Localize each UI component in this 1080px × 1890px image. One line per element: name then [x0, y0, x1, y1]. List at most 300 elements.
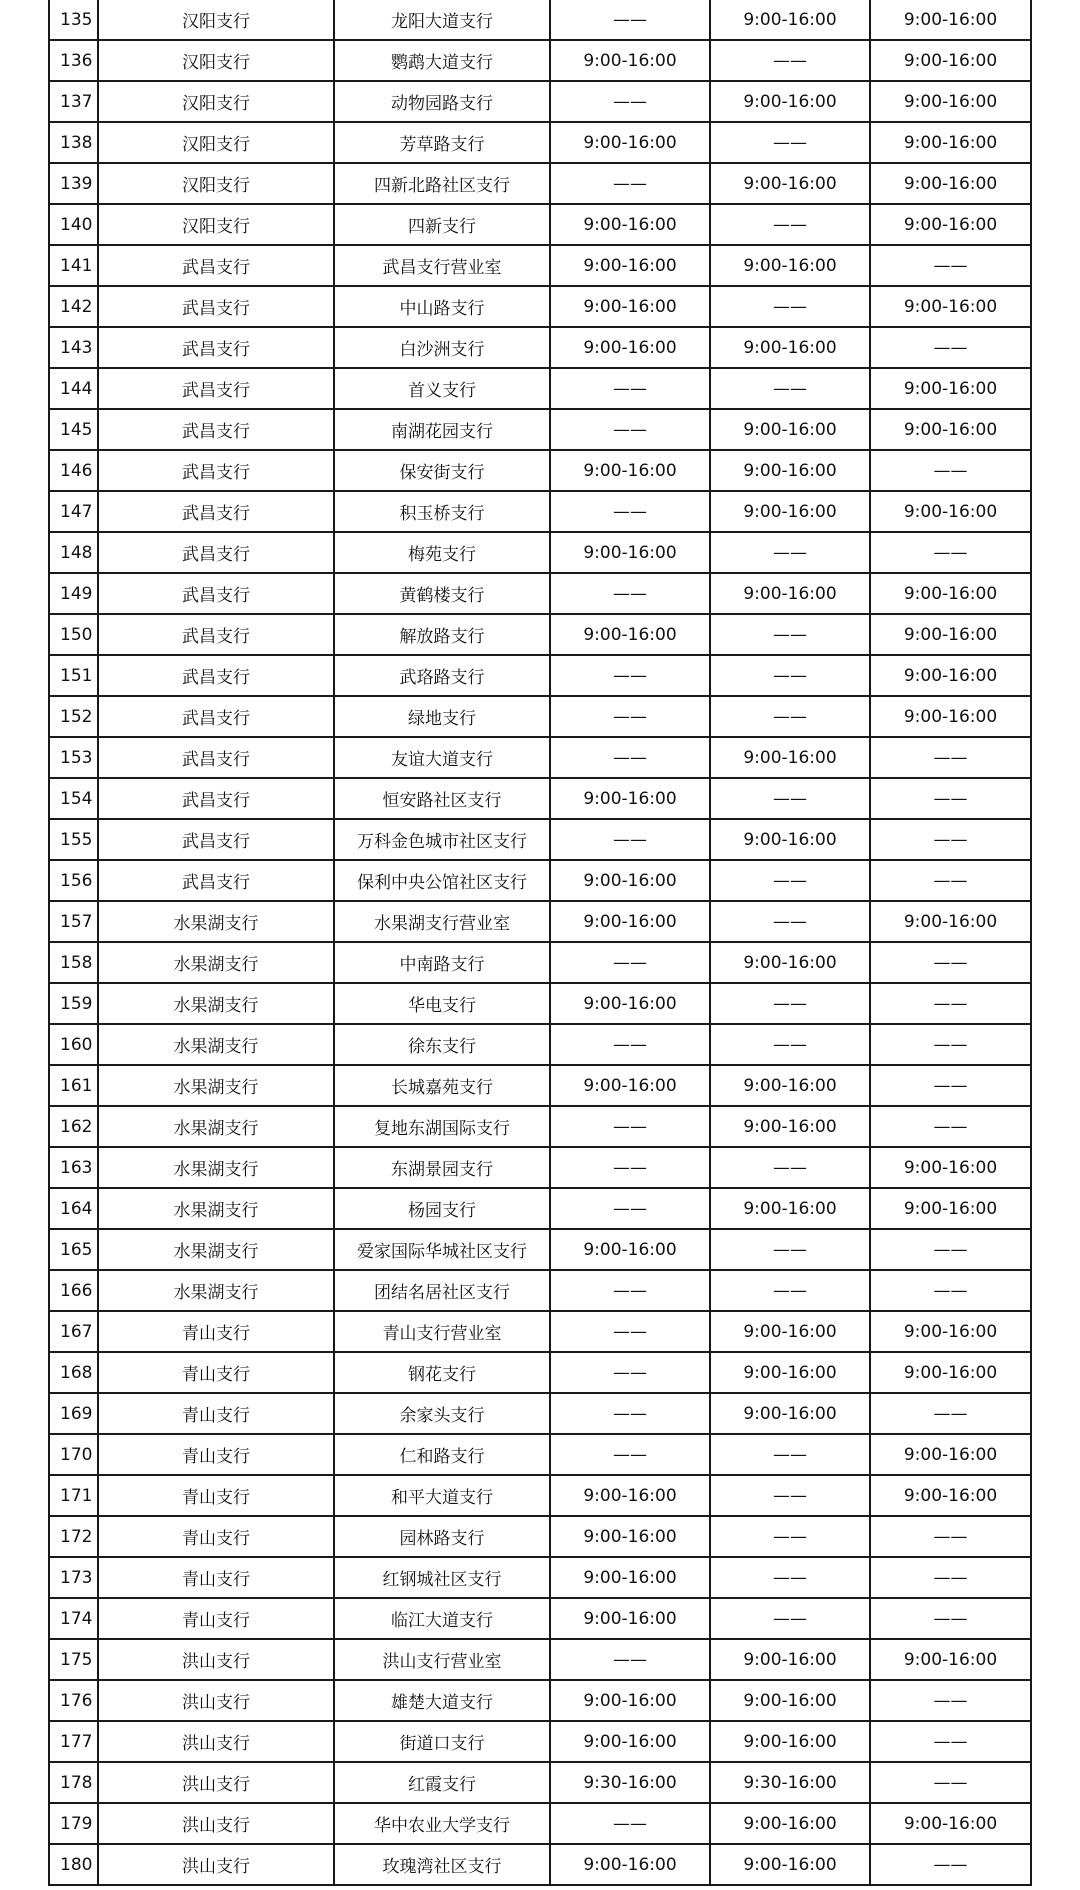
- hours-col-2-cell: ——: [710, 1475, 870, 1516]
- hours-col-2-cell: ——: [710, 655, 870, 696]
- table-row: [49, 450, 1031, 491]
- sub-branch-name-cell: 仁和路支行: [334, 1434, 550, 1475]
- hours-col-2-cell: ——: [710, 778, 870, 819]
- row-number-cell: 173: [49, 1557, 98, 1598]
- sub-branch-name-cell: 红霞支行: [334, 1762, 550, 1803]
- table-row: [49, 942, 1031, 983]
- sub-branch-name-cell: 水果湖支行营业室: [334, 901, 550, 942]
- table-row: [49, 327, 1031, 368]
- parent-branch-cell: 武昌支行: [98, 737, 334, 778]
- hours-col-1-cell: ——: [550, 655, 710, 696]
- sub-branch-name-cell: 华中农业大学支行: [334, 1803, 550, 1844]
- parent-branch-cell: 青山支行: [98, 1475, 334, 1516]
- hours-col-2-cell: 9:00-16:00: [710, 1393, 870, 1434]
- sub-branch-name-cell: 红钢城社区支行: [334, 1557, 550, 1598]
- sub-branch-name-cell: 团结名居社区支行: [334, 1270, 550, 1311]
- hours-col-2-cell: ——: [710, 983, 870, 1024]
- row-number-cell: 140: [49, 204, 98, 245]
- sub-branch-name-cell: 徐东支行: [334, 1024, 550, 1065]
- hours-col-2-cell: ——: [710, 1147, 870, 1188]
- table-row: [49, 0, 1031, 40]
- hours-col-1-cell: ——: [550, 819, 710, 860]
- row-number-cell: 143: [49, 327, 98, 368]
- parent-branch-cell: 武昌支行: [98, 286, 334, 327]
- hours-col-2-cell: 9:00-16:00: [710, 0, 870, 40]
- parent-branch-cell: 洪山支行: [98, 1680, 334, 1721]
- hours-col-1-cell: ——: [550, 491, 710, 532]
- parent-branch-cell: 青山支行: [98, 1557, 334, 1598]
- hours-col-1-cell: 9:00-16:00: [550, 204, 710, 245]
- hours-col-3-cell: 9:00-16:00: [870, 409, 1031, 450]
- row-number-cell: 155: [49, 819, 98, 860]
- row-number-cell: 148: [49, 532, 98, 573]
- hours-col-1-cell: ——: [550, 1147, 710, 1188]
- row-number-cell: 156: [49, 860, 98, 901]
- parent-branch-cell: 水果湖支行: [98, 942, 334, 983]
- parent-branch-cell: 武昌支行: [98, 245, 334, 286]
- row-number-cell: 153: [49, 737, 98, 778]
- parent-branch-cell: 武昌支行: [98, 368, 334, 409]
- hours-col-1-cell: 9:00-16:00: [550, 40, 710, 81]
- parent-branch-cell: 汉阳支行: [98, 204, 334, 245]
- row-number-cell: 144: [49, 368, 98, 409]
- sub-branch-name-cell: 恒安路社区支行: [334, 778, 550, 819]
- row-number-cell: 145: [49, 409, 98, 450]
- hours-col-2-cell: ——: [710, 1270, 870, 1311]
- sub-branch-name-cell: 友谊大道支行: [334, 737, 550, 778]
- parent-branch-cell: 汉阳支行: [98, 163, 334, 204]
- hours-col-2-cell: 9:00-16:00: [710, 163, 870, 204]
- hours-col-1-cell: ——: [550, 0, 710, 40]
- parent-branch-cell: 水果湖支行: [98, 1065, 334, 1106]
- hours-col-3-cell: ——: [870, 1557, 1031, 1598]
- table-row: [49, 778, 1031, 819]
- hours-col-3-cell: ——: [870, 1762, 1031, 1803]
- hours-col-2-cell: ——: [710, 204, 870, 245]
- hours-col-1-cell: 9:00-16:00: [550, 1844, 710, 1885]
- hours-col-1-cell: ——: [550, 573, 710, 614]
- sub-branch-name-cell: 中南路支行: [334, 942, 550, 983]
- table-row: [49, 1024, 1031, 1065]
- hours-col-2-cell: 9:00-16:00: [710, 491, 870, 532]
- sub-branch-name-cell: 保利中央公馆社区支行: [334, 860, 550, 901]
- row-number-cell: 162: [49, 1106, 98, 1147]
- table-row: [49, 163, 1031, 204]
- hours-col-1-cell: 9:00-16:00: [550, 860, 710, 901]
- hours-col-3-cell: 9:00-16:00: [870, 491, 1031, 532]
- row-number-cell: 179: [49, 1803, 98, 1844]
- parent-branch-cell: 水果湖支行: [98, 983, 334, 1024]
- hours-col-1-cell: 9:00-16:00: [550, 1598, 710, 1639]
- row-number-cell: 142: [49, 286, 98, 327]
- parent-branch-cell: 水果湖支行: [98, 1270, 334, 1311]
- hours-col-2-cell: 9:00-16:00: [710, 1106, 870, 1147]
- sub-branch-name-cell: 龙阳大道支行: [334, 0, 550, 40]
- parent-branch-cell: 洪山支行: [98, 1639, 334, 1680]
- hours-col-2-cell: ——: [710, 286, 870, 327]
- row-number-cell: 146: [49, 450, 98, 491]
- parent-branch-cell: 水果湖支行: [98, 1024, 334, 1065]
- hours-col-3-cell: ——: [870, 860, 1031, 901]
- row-number-cell: 151: [49, 655, 98, 696]
- hours-col-1-cell: ——: [550, 368, 710, 409]
- row-number-cell: 176: [49, 1680, 98, 1721]
- table-row: [49, 1106, 1031, 1147]
- parent-branch-cell: 汉阳支行: [98, 40, 334, 81]
- hours-col-3-cell: 9:00-16:00: [870, 40, 1031, 81]
- hours-col-3-cell: ——: [870, 778, 1031, 819]
- hours-col-3-cell: ——: [870, 450, 1031, 491]
- parent-branch-cell: 青山支行: [98, 1352, 334, 1393]
- hours-col-2-cell: ——: [710, 901, 870, 942]
- hours-col-3-cell: ——: [870, 983, 1031, 1024]
- hours-col-3-cell: 9:00-16:00: [870, 1147, 1031, 1188]
- row-number-cell: 178: [49, 1762, 98, 1803]
- hours-col-3-cell: 9:00-16:00: [870, 0, 1031, 40]
- hours-col-1-cell: 9:00-16:00: [550, 245, 710, 286]
- hours-col-3-cell: ——: [870, 1229, 1031, 1270]
- parent-branch-cell: 武昌支行: [98, 696, 334, 737]
- table-row: [49, 737, 1031, 778]
- sub-branch-name-cell: 中山路支行: [334, 286, 550, 327]
- table-row: [49, 204, 1031, 245]
- hours-col-3-cell: ——: [870, 942, 1031, 983]
- row-number-cell: 172: [49, 1516, 98, 1557]
- hours-col-2-cell: 9:30-16:00: [710, 1762, 870, 1803]
- table-row: [49, 1352, 1031, 1393]
- hours-col-2-cell: 9:00-16:00: [710, 327, 870, 368]
- hours-col-3-cell: 9:00-16:00: [870, 1803, 1031, 1844]
- table-row: [49, 860, 1031, 901]
- row-number-cell: 169: [49, 1393, 98, 1434]
- hours-col-1-cell: 9:00-16:00: [550, 1475, 710, 1516]
- table-row: [49, 368, 1031, 409]
- sub-branch-name-cell: 长城嘉苑支行: [334, 1065, 550, 1106]
- hours-col-3-cell: 9:00-16:00: [870, 81, 1031, 122]
- row-number-cell: 175: [49, 1639, 98, 1680]
- hours-col-2-cell: 9:00-16:00: [710, 450, 870, 491]
- sub-branch-name-cell: 武昌支行营业室: [334, 245, 550, 286]
- parent-branch-cell: 汉阳支行: [98, 122, 334, 163]
- parent-branch-cell: 武昌支行: [98, 491, 334, 532]
- parent-branch-cell: 水果湖支行: [98, 1229, 334, 1270]
- sub-branch-name-cell: 黄鹤楼支行: [334, 573, 550, 614]
- row-number-cell: 165: [49, 1229, 98, 1270]
- row-number-cell: 164: [49, 1188, 98, 1229]
- parent-branch-cell: 武昌支行: [98, 327, 334, 368]
- table-row: [49, 1803, 1031, 1844]
- table-row: [49, 1434, 1031, 1475]
- row-number-cell: 157: [49, 901, 98, 942]
- table-row: [49, 40, 1031, 81]
- hours-col-2-cell: 9:00-16:00: [710, 1803, 870, 1844]
- sub-branch-name-cell: 四新支行: [334, 204, 550, 245]
- hours-col-1-cell: 9:00-16:00: [550, 1516, 710, 1557]
- row-number-cell: 161: [49, 1065, 98, 1106]
- hours-col-2-cell: 9:00-16:00: [710, 573, 870, 614]
- table-row: [49, 245, 1031, 286]
- hours-col-3-cell: ——: [870, 1106, 1031, 1147]
- parent-branch-cell: 洪山支行: [98, 1721, 334, 1762]
- sub-branch-name-cell: 鹦鹉大道支行: [334, 40, 550, 81]
- hours-col-1-cell: 9:00-16:00: [550, 450, 710, 491]
- hours-col-3-cell: ——: [870, 1680, 1031, 1721]
- hours-col-2-cell: ——: [710, 696, 870, 737]
- parent-branch-cell: 洪山支行: [98, 1844, 334, 1885]
- hours-col-2-cell: 9:00-16:00: [710, 409, 870, 450]
- row-number-cell: 149: [49, 573, 98, 614]
- sub-branch-name-cell: 武珞路支行: [334, 655, 550, 696]
- parent-branch-cell: 水果湖支行: [98, 1147, 334, 1188]
- parent-branch-cell: 武昌支行: [98, 409, 334, 450]
- hours-col-3-cell: 9:00-16:00: [870, 1475, 1031, 1516]
- parent-branch-cell: 武昌支行: [98, 614, 334, 655]
- hours-col-3-cell: ——: [870, 1721, 1031, 1762]
- table-row: [49, 1311, 1031, 1352]
- hours-col-1-cell: 9:00-16:00: [550, 122, 710, 163]
- row-number-cell: 163: [49, 1147, 98, 1188]
- row-number-cell: 160: [49, 1024, 98, 1065]
- table-row: [49, 573, 1031, 614]
- hours-col-2-cell: ——: [710, 1516, 870, 1557]
- table-row: [49, 696, 1031, 737]
- table-row: [49, 81, 1031, 122]
- hours-col-3-cell: 9:00-16:00: [870, 696, 1031, 737]
- hours-col-2-cell: ——: [710, 40, 870, 81]
- hours-col-1-cell: ——: [550, 1270, 710, 1311]
- hours-col-1-cell: ——: [550, 1311, 710, 1352]
- sub-branch-name-cell: 爱家国际华城社区支行: [334, 1229, 550, 1270]
- hours-col-3-cell: 9:00-16:00: [870, 614, 1031, 655]
- hours-col-1-cell: ——: [550, 1639, 710, 1680]
- hours-col-2-cell: 9:00-16:00: [710, 245, 870, 286]
- hours-col-2-cell: 9:00-16:00: [710, 819, 870, 860]
- hours-col-3-cell: 9:00-16:00: [870, 655, 1031, 696]
- sub-branch-name-cell: 四新北路社区支行: [334, 163, 550, 204]
- table-row: [49, 901, 1031, 942]
- row-number-cell: 136: [49, 40, 98, 81]
- sub-branch-name-cell: 绿地支行: [334, 696, 550, 737]
- parent-branch-cell: 水果湖支行: [98, 1188, 334, 1229]
- sub-branch-name-cell: 街道口支行: [334, 1721, 550, 1762]
- hours-col-2-cell: ——: [710, 614, 870, 655]
- hours-col-1-cell: ——: [550, 1352, 710, 1393]
- row-number-cell: 167: [49, 1311, 98, 1352]
- table-row: [49, 1147, 1031, 1188]
- parent-branch-cell: 武昌支行: [98, 450, 334, 491]
- branch-hours-table: [48, 0, 1032, 1886]
- hours-col-2-cell: ——: [710, 1434, 870, 1475]
- hours-col-2-cell: ——: [710, 860, 870, 901]
- hours-col-2-cell: ——: [710, 1024, 870, 1065]
- hours-col-3-cell: 9:00-16:00: [870, 163, 1031, 204]
- table-row: [49, 122, 1031, 163]
- row-number-cell: 150: [49, 614, 98, 655]
- sub-branch-name-cell: 青山支行营业室: [334, 1311, 550, 1352]
- hours-col-2-cell: ——: [710, 532, 870, 573]
- sub-branch-name-cell: 园林路支行: [334, 1516, 550, 1557]
- sub-branch-name-cell: 积玉桥支行: [334, 491, 550, 532]
- row-number-cell: 158: [49, 942, 98, 983]
- parent-branch-cell: 青山支行: [98, 1516, 334, 1557]
- parent-branch-cell: 洪山支行: [98, 1762, 334, 1803]
- hours-col-1-cell: 9:00-16:00: [550, 327, 710, 368]
- hours-col-3-cell: ——: [870, 1844, 1031, 1885]
- table-row: [49, 983, 1031, 1024]
- parent-branch-cell: 青山支行: [98, 1434, 334, 1475]
- hours-col-2-cell: 9:00-16:00: [710, 942, 870, 983]
- parent-branch-cell: 武昌支行: [98, 532, 334, 573]
- sub-branch-name-cell: 梅苑支行: [334, 532, 550, 573]
- sub-branch-name-cell: 万科金色城市社区支行: [334, 819, 550, 860]
- table-row: [49, 1270, 1031, 1311]
- hours-col-1-cell: 9:00-16:00: [550, 286, 710, 327]
- row-number-cell: 135: [49, 0, 98, 40]
- hours-col-3-cell: ——: [870, 532, 1031, 573]
- sub-branch-name-cell: 芳草路支行: [334, 122, 550, 163]
- hours-col-1-cell: ——: [550, 81, 710, 122]
- row-number-cell: 170: [49, 1434, 98, 1475]
- hours-col-1-cell: 9:00-16:00: [550, 778, 710, 819]
- hours-col-1-cell: ——: [550, 696, 710, 737]
- hours-col-3-cell: ——: [870, 1598, 1031, 1639]
- hours-col-3-cell: 9:00-16:00: [870, 1188, 1031, 1229]
- hours-col-1-cell: ——: [550, 942, 710, 983]
- hours-col-2-cell: 9:00-16:00: [710, 81, 870, 122]
- hours-col-3-cell: 9:00-16:00: [870, 122, 1031, 163]
- sub-branch-name-cell: 东湖景园支行: [334, 1147, 550, 1188]
- sub-branch-name-cell: 钢花支行: [334, 1352, 550, 1393]
- hours-col-1-cell: 9:00-16:00: [550, 1065, 710, 1106]
- row-number-cell: 147: [49, 491, 98, 532]
- table-row: [49, 1598, 1031, 1639]
- hours-col-3-cell: 9:00-16:00: [870, 1639, 1031, 1680]
- hours-col-1-cell: 9:00-16:00: [550, 532, 710, 573]
- row-number-cell: 166: [49, 1270, 98, 1311]
- parent-branch-cell: 武昌支行: [98, 655, 334, 696]
- table-row: [49, 286, 1031, 327]
- sub-branch-name-cell: 临江大道支行: [334, 1598, 550, 1639]
- parent-branch-cell: 水果湖支行: [98, 901, 334, 942]
- hours-col-2-cell: ——: [710, 1557, 870, 1598]
- hours-col-1-cell: ——: [550, 1434, 710, 1475]
- sub-branch-name-cell: 解放路支行: [334, 614, 550, 655]
- sub-branch-name-cell: 余家头支行: [334, 1393, 550, 1434]
- hours-col-1-cell: ——: [550, 1393, 710, 1434]
- row-number-cell: 137: [49, 81, 98, 122]
- sub-branch-name-cell: 复地东湖国际支行: [334, 1106, 550, 1147]
- hours-col-1-cell: 9:30-16:00: [550, 1762, 710, 1803]
- hours-col-3-cell: 9:00-16:00: [870, 573, 1031, 614]
- hours-col-3-cell: 9:00-16:00: [870, 901, 1031, 942]
- table-row: [49, 819, 1031, 860]
- hours-col-3-cell: 9:00-16:00: [870, 1352, 1031, 1393]
- sub-branch-name-cell: 华电支行: [334, 983, 550, 1024]
- row-number-cell: 159: [49, 983, 98, 1024]
- hours-col-1-cell: 9:00-16:00: [550, 1557, 710, 1598]
- hours-col-3-cell: ——: [870, 245, 1031, 286]
- hours-col-1-cell: 9:00-16:00: [550, 1721, 710, 1762]
- hours-col-2-cell: 9:00-16:00: [710, 1352, 870, 1393]
- hours-col-2-cell: 9:00-16:00: [710, 1844, 870, 1885]
- parent-branch-cell: 青山支行: [98, 1311, 334, 1352]
- parent-branch-cell: 洪山支行: [98, 1803, 334, 1844]
- hours-col-1-cell: 9:00-16:00: [550, 983, 710, 1024]
- parent-branch-cell: 武昌支行: [98, 573, 334, 614]
- table-row: [49, 1557, 1031, 1598]
- sub-branch-name-cell: 玫瑰湾社区支行: [334, 1844, 550, 1885]
- parent-branch-cell: 汉阳支行: [98, 0, 334, 40]
- hours-col-3-cell: ——: [870, 819, 1031, 860]
- table-row: [49, 1475, 1031, 1516]
- hours-col-2-cell: ——: [710, 122, 870, 163]
- hours-col-1-cell: 9:00-16:00: [550, 1229, 710, 1270]
- sub-branch-name-cell: 首义支行: [334, 368, 550, 409]
- parent-branch-cell: 青山支行: [98, 1393, 334, 1434]
- table-row: [49, 491, 1031, 532]
- hours-col-1-cell: ——: [550, 1188, 710, 1229]
- table-row: [49, 1188, 1031, 1229]
- table-row: [49, 1680, 1031, 1721]
- hours-col-3-cell: ——: [870, 1393, 1031, 1434]
- table-row: [49, 1721, 1031, 1762]
- hours-col-2-cell: 9:00-16:00: [710, 1680, 870, 1721]
- sub-branch-name-cell: 杨园支行: [334, 1188, 550, 1229]
- hours-col-3-cell: ——: [870, 737, 1031, 778]
- hours-col-1-cell: 9:00-16:00: [550, 614, 710, 655]
- sub-branch-name-cell: 洪山支行营业室: [334, 1639, 550, 1680]
- hours-col-3-cell: ——: [870, 1516, 1031, 1557]
- hours-col-2-cell: 9:00-16:00: [710, 737, 870, 778]
- hours-col-3-cell: ——: [870, 1024, 1031, 1065]
- parent-branch-cell: 水果湖支行: [98, 1106, 334, 1147]
- hours-col-1-cell: 9:00-16:00: [550, 1680, 710, 1721]
- sub-branch-name-cell: 白沙洲支行: [334, 327, 550, 368]
- hours-col-2-cell: ——: [710, 1598, 870, 1639]
- row-number-cell: 141: [49, 245, 98, 286]
- hours-col-3-cell: ——: [870, 1065, 1031, 1106]
- table-row: [49, 1065, 1031, 1106]
- table-body: [49, 0, 1031, 1885]
- sub-branch-name-cell: 南湖花园支行: [334, 409, 550, 450]
- sub-branch-name-cell: 雄楚大道支行: [334, 1680, 550, 1721]
- table-row: [49, 1229, 1031, 1270]
- table-row: [49, 1762, 1031, 1803]
- table-row: [49, 1516, 1031, 1557]
- table-row: [49, 1393, 1031, 1434]
- row-number-cell: 171: [49, 1475, 98, 1516]
- row-number-cell: 138: [49, 122, 98, 163]
- row-number-cell: 174: [49, 1598, 98, 1639]
- table-row: [49, 1844, 1031, 1885]
- hours-col-3-cell: 9:00-16:00: [870, 1434, 1031, 1475]
- row-number-cell: 154: [49, 778, 98, 819]
- hours-col-3-cell: 9:00-16:00: [870, 368, 1031, 409]
- parent-branch-cell: 汉阳支行: [98, 81, 334, 122]
- hours-col-2-cell: 9:00-16:00: [710, 1188, 870, 1229]
- parent-branch-cell: 武昌支行: [98, 860, 334, 901]
- hours-col-3-cell: 9:00-16:00: [870, 286, 1031, 327]
- row-number-cell: 152: [49, 696, 98, 737]
- parent-branch-cell: 青山支行: [98, 1598, 334, 1639]
- hours-col-3-cell: ——: [870, 1270, 1031, 1311]
- hours-col-3-cell: 9:00-16:00: [870, 204, 1031, 245]
- hours-col-2-cell: 9:00-16:00: [710, 1065, 870, 1106]
- sub-branch-name-cell: 保安街支行: [334, 450, 550, 491]
- hours-col-2-cell: 9:00-16:00: [710, 1311, 870, 1352]
- row-number-cell: 168: [49, 1352, 98, 1393]
- hours-col-1-cell: 9:00-16:00: [550, 901, 710, 942]
